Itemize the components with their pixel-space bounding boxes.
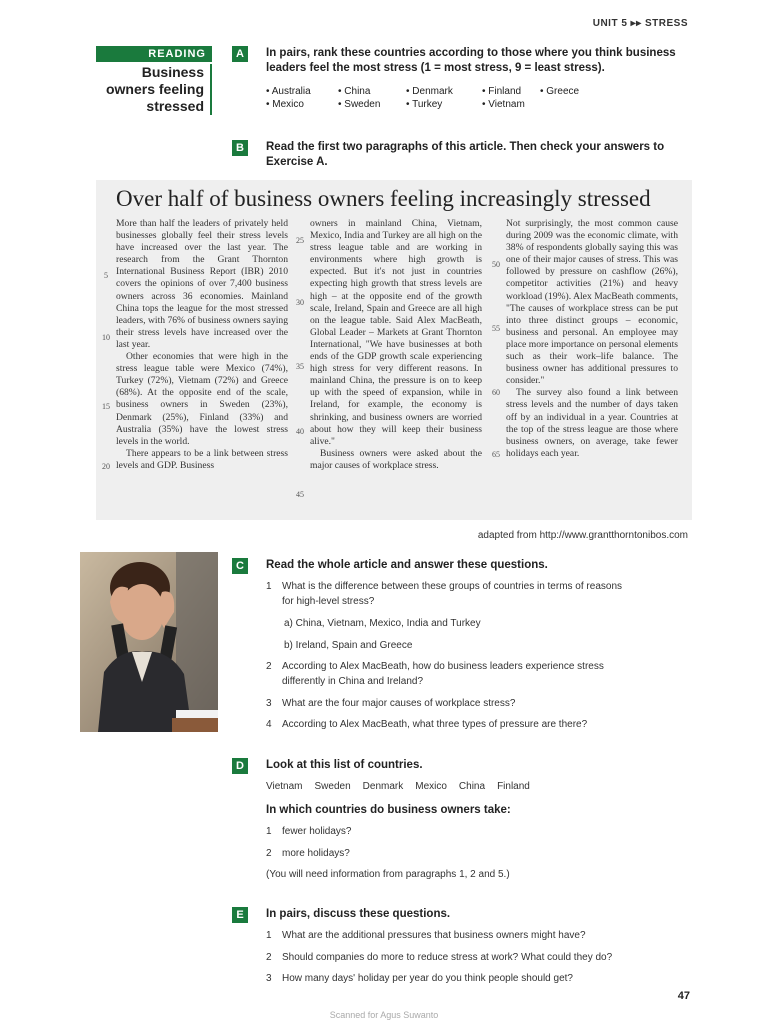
line-number: 30 — [296, 298, 304, 307]
section-title-line: stressed — [146, 98, 204, 114]
article-paragraph: owners in mainland China, Vietnam, Mexico, India and Turkey are all high on the stress league table and are working in environments where high growth is expected. But it's not just in countries expecting high growth that stress levels are high – at the opposite end of the growth scale, Ireland, Spain and Greece are all high on the league table. Said Alex MacBeath, Global Leader – Markets at Grant Thornton International, "We have businesses at both ends of the GDP growth scale experiencing high stress for very different reasons. In mainland China, the pressure is on to keep up with the speed of expansion, while in Ireland, for example, the economy is shrinking, and business owners are worried about how they will keep their business alive." — [310, 218, 482, 447]
unit-header: UNIT 5 ▸▸ STRESS — [592, 18, 688, 29]
country-option: • Denmark — [406, 86, 453, 97]
article-source: adapted from http://www.grantthorntonibos.com — [477, 530, 688, 541]
country-item: Vietnam — [266, 781, 303, 792]
country-option: • Mexico — [266, 99, 304, 110]
article-column-1 — [116, 218, 288, 472]
question-text: What is the difference between these groups of countries in terms of reasons — [282, 581, 622, 592]
badge-d: D — [232, 758, 248, 774]
stressed-woman-photo — [80, 552, 218, 732]
article-column-2 — [310, 218, 482, 472]
line-number: 65 — [492, 450, 500, 459]
question-e3 — [266, 971, 573, 986]
section-title-line: owners feeling — [105, 81, 204, 97]
badge-b: B — [232, 140, 248, 156]
country-option: • China — [338, 86, 371, 97]
instruction-line: Read the first two paragraphs of this article. Then check your answers to — [266, 141, 665, 153]
question-number: 1 — [266, 930, 272, 941]
article-paragraph: Business owners were asked about the major causes of workplace stress. — [310, 447, 482, 471]
instruction-d: Look at this list of countries. — [266, 759, 423, 771]
page-number: 47 — [677, 990, 690, 1002]
question-text: more holidays? — [282, 848, 350, 859]
question-c1a: a) China, Vietnam, Mexico, India and Turkey — [284, 618, 481, 629]
instruction-line: In pairs, rank these countries according to those where you think business — [266, 47, 676, 59]
article-title: Over half of business owners feeling increasingly stressed — [116, 186, 651, 211]
country-item: Sweden — [314, 781, 351, 792]
section-title — [96, 64, 212, 115]
question-text: How many days' holiday per year do you think people should get? — [282, 973, 573, 984]
country-item: China — [458, 781, 486, 792]
country-option: • Finland — [482, 86, 522, 97]
instruction-e: In pairs, discuss these questions. — [266, 908, 451, 920]
article-paragraph: Other economies that were high in the stress league table were Mexico (74%), Turkey (72%), Vietnam (72%) and Greece (68%). At the opposite end of the scale, business owners in Sweden (23%), Denmark (25%), Finland (33%) and Australia (35%) have the lowest stress levels in the world. — [116, 351, 288, 447]
line-number: 35 — [296, 362, 304, 371]
line-number: 40 — [296, 427, 304, 436]
question-number: 4 — [266, 719, 272, 730]
question-text: According to Alex MacBeath, what three types of pressure are there? — [282, 719, 588, 730]
question-c4 — [266, 717, 587, 732]
question-text: fewer holidays? — [282, 826, 352, 837]
article-paragraph: There appears to be a link between stress levels and GDP. Business — [116, 447, 288, 471]
question-number: 1 — [266, 581, 272, 592]
question-c1 — [266, 579, 666, 609]
article-column-3 — [506, 218, 678, 460]
instruction-b — [266, 140, 664, 170]
article-paragraph: The survey also found a link between stress levels and the number of days taken off by an individual in a year. Countries at the top of the stress league are those where business owners, on average, take fewer holidays each year. — [506, 387, 678, 459]
country-item: Denmark — [362, 781, 404, 792]
country-option: • Turkey — [406, 99, 443, 110]
question-d2 — [266, 846, 350, 861]
line-number: 55 — [492, 324, 500, 333]
question-text: What are the four major causes of workplace stress? — [282, 698, 516, 709]
question-e1 — [266, 928, 586, 943]
badge-e: E — [232, 907, 248, 923]
badge-c: C — [232, 558, 248, 574]
note-d: (You will need information from paragraphs 1, 2 and 5.) — [266, 869, 510, 880]
country-item: Finland — [497, 781, 530, 792]
question-number: 2 — [266, 848, 272, 859]
country-option: • Australia — [266, 86, 311, 97]
question-d1 — [266, 824, 351, 839]
line-number: 45 — [296, 490, 304, 499]
question-number: 2 — [266, 952, 272, 963]
line-number: 25 — [296, 236, 304, 245]
question-text: differently in China and Ireland? — [282, 676, 424, 687]
badge-a: A — [232, 46, 248, 62]
question-c1b: b) Ireland, Spain and Greece — [284, 640, 413, 651]
question-number: 1 — [266, 826, 272, 837]
country-option: • Greece — [540, 86, 580, 97]
article-paragraph: Not surprisingly, the most common cause during 2009 was the economic climate, with 38% of respondents globally saying this was one of their major causes of stress. This was followed by pressure on cashflow (26%), competitor activities (21%) and heavy workload (19%). Alex MacBeath comments, "The causes of workplace stress can be put into three distinct groups – economic, business and personal. An employee may place more importance on personal elements such as their work–life balance. The business owner has additional pressures to consider." — [506, 218, 678, 387]
line-number: 60 — [492, 388, 500, 397]
question-number: 3 — [266, 698, 272, 709]
question-number: 2 — [266, 661, 272, 672]
question-text: According to Alex MacBeath, how do business leaders experience stress — [282, 661, 604, 672]
line-number: 15 — [102, 402, 110, 411]
question-c2 — [266, 659, 666, 689]
country-options — [266, 86, 579, 110]
scan-credit: Scanned for Agus Suwanto — [329, 1010, 439, 1020]
question-text: Should companies do more to reduce stress at work? What could they do? — [282, 952, 613, 963]
country-item: Mexico — [415, 781, 447, 792]
question-number: 3 — [266, 973, 272, 984]
reading-tab: READING — [96, 46, 212, 62]
instruction-line: Exercise A. — [266, 156, 328, 168]
question-text: What are the additional pressures that business owners might have? — [282, 930, 586, 941]
line-number: 10 — [102, 333, 110, 342]
instruction-c: Read the whole article and answer these questions. — [266, 559, 548, 571]
question-e2 — [266, 950, 612, 965]
subheading-d: In which countries do business owners take: — [266, 804, 511, 816]
section-title-line: Business — [141, 64, 204, 80]
question-c3 — [266, 696, 515, 711]
line-number: 50 — [492, 260, 500, 269]
country-option: • Sweden — [338, 99, 381, 110]
instruction-a — [266, 46, 676, 76]
instruction-line: leaders feel the most stress (1 = most stress, 9 = least stress). — [266, 62, 605, 74]
line-number: 5 — [104, 271, 108, 280]
line-number: 20 — [102, 462, 110, 471]
question-text: for high-level stress? — [282, 596, 375, 607]
article-paragraph: More than half the leaders of privately held businesses globally feel their stress levels have increased over the last year. The research from the Grant Thornton International Business Report (IBR) 2010 covers the opinions of over 7,400 business owners across 36 economies. Mainland China tops the league for the most stressed leaders, with 76% of business owners saying their stress levels have increased over the last year. — [116, 218, 288, 350]
country-option: • Vietnam — [482, 99, 525, 110]
country-list — [266, 779, 530, 794]
